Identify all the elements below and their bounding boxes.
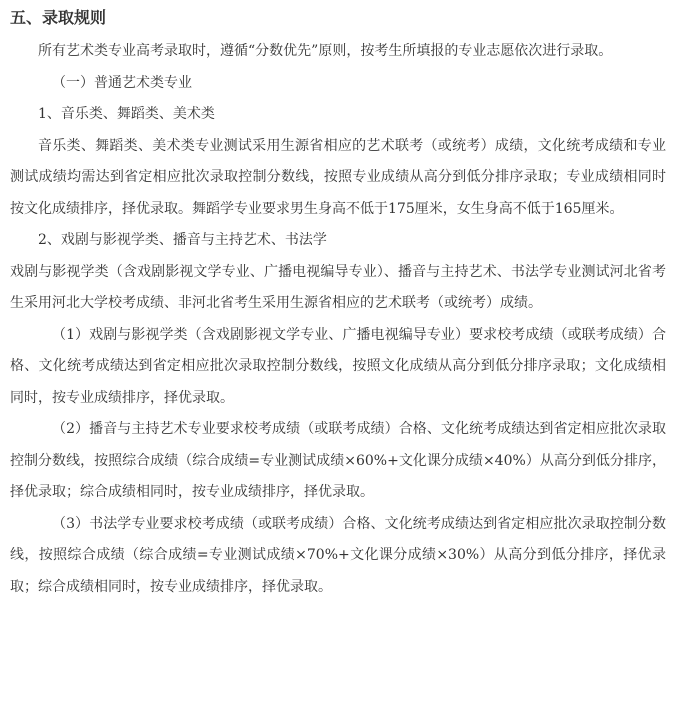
paragraph-professional-test-source: 戏剧与影视学类（含戏剧影视文学专业、广播电视编导专业）、播音与主持艺术、书法学专业测试河北省考生采用河北大学校考成绩、非河北省考生采用生源省相应的艺术联考（或统考）成绩。 [10,263,666,311]
paragraph-admission-principle: 所有艺术类专业高考录取时，遵循“分数优先”原则，按考生所填报的专业志愿依次进行录取。 [38,43,613,59]
paragraph-calligraphy-rule: （3）书法学专业要求校考成绩（或联考成绩）合格、文化统考成绩达到省定相应批次录取控制分数线，按照综合成绩（综合成绩=专业测试成绩×70%+文化课分成绩×30%）从高分到低分排序，择优录取；综合成绩相同时，按专业成绩排序，择优录取。 [10,515,666,595]
subheading-music-dance-fine-art: 1、音乐类、舞蹈类、美术类 [38,106,215,122]
section-heading: 五、录取规则 [10,8,107,27]
paragraph-drama-film-rule: （1）戏剧与影视学类（含戏剧影视文学专业、广播电视编导专业）要求校考成绩（或联考成绩）合格、文化统考成绩达到省定相应批次录取控制分数线，按照文化成绩从高分到低分排序录取；文化成绩相同时，按专业成绩排序，择优录取。 [10,326,666,406]
subheading-general-art: （一）普通艺术类专业 [52,74,192,91]
paragraph-broadcast-hosting-rule: （2）播音与主持艺术专业要求校考成绩（或联考成绩）合格、文化统考成绩达到省定相应批次录取控制分数线，按照综合成绩（综合成绩=专业测试成绩×60%+文化课分成绩×40%）从高分到低分排序，择优录取；综合成绩相同时，按专业成绩排序，择优录取。 [10,421,666,500]
subheading-drama-broadcast-calligraphy: 2、戏剧与影视学类、播音与主持艺术、书法学 [38,232,327,248]
paragraph-music-dance-fine-art-rules: 音乐类、舞蹈类、美术类专业测试采用生源省相应的艺术联考（或统考）成绩，文化统考成绩和专业测试成绩均需达到省定相应批次录取控制分数线，按照专业成绩从高分到低分排序录取；专业成绩相同时按文化成绩排序，择优录取。舞蹈学专业要求男生身高不低于175厘米，女生身高不低于165厘米。 [10,137,666,217]
